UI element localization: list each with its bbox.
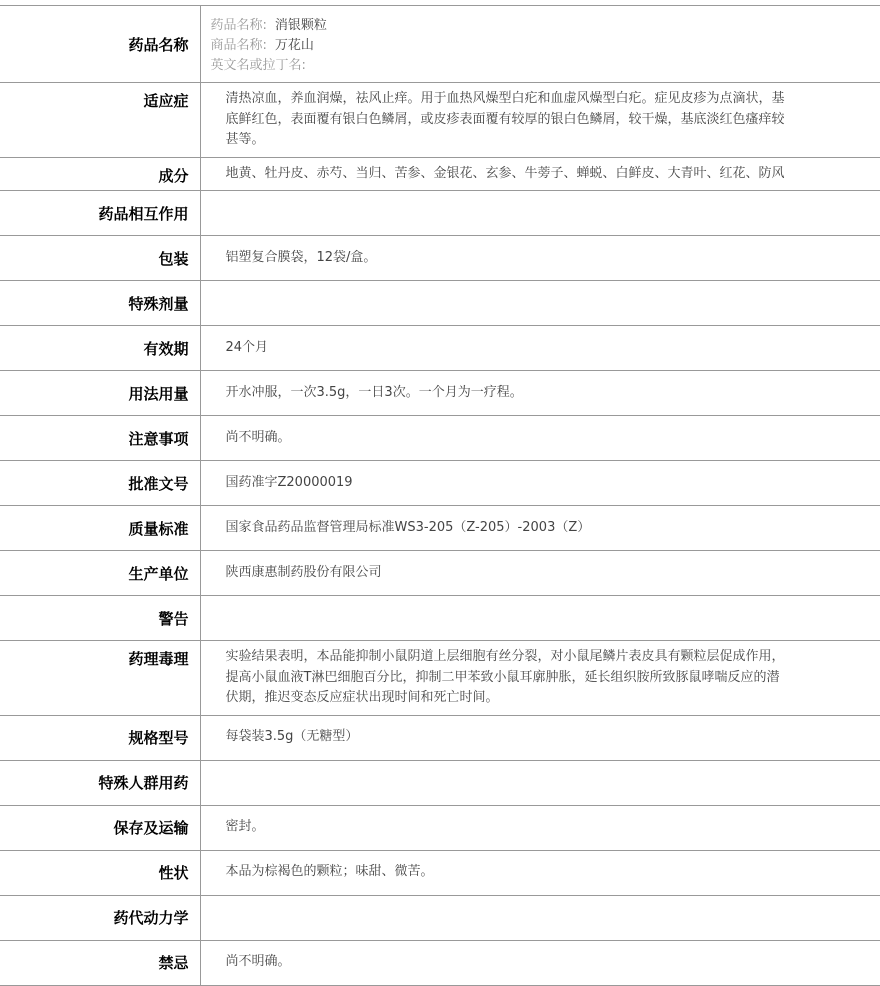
row-value [200, 895, 880, 940]
row-value: 开水冲服，一次3.5g，一日3次。一个月为一疗程。 [200, 371, 880, 416]
row-packaging [0, 236, 880, 281]
row-label: 药代动力学 [0, 895, 200, 940]
trade-name-value: 万花山 [274, 38, 314, 53]
drug-spec-table [0, 5, 880, 986]
row-value: 密封。 [200, 805, 880, 850]
row-label: 药理毒理 [0, 641, 200, 716]
row-value [200, 760, 880, 805]
row-value [200, 191, 880, 236]
row-label: 有效期 [0, 326, 200, 371]
row-label: 规格型号 [0, 715, 200, 760]
row-value: 实验结果表明，本品能抑制小鼠阴道上层细胞有丝分裂，对小鼠尾鳞片表皮具有颗粒层促成作用，提高小鼠血液T淋巴细胞百分比，抑制二甲苯致小鼠耳廓肿胀，延长组织胺所致豚鼠哮喘反应的潜伏期，推迟变态反应症状出现时间和死亡时间。 [200, 641, 880, 716]
row-specification [0, 715, 880, 760]
row-approval-number [0, 461, 880, 506]
row-pharmacology [0, 641, 880, 716]
row-label: 质量标准 [0, 506, 200, 551]
trade-name-line [211, 36, 871, 56]
row-shelf-life [0, 326, 880, 371]
row-label: 药品相互作用 [0, 191, 200, 236]
row-value: 陕西康惠制药股份有限公司 [200, 551, 880, 596]
row-pharmacokinetics [0, 895, 880, 940]
generic-name-line [211, 16, 871, 36]
row-value: 尚不明确。 [200, 416, 880, 461]
row-label: 生产单位 [0, 551, 200, 596]
row-value: 每袋装3.5g（无糖型） [200, 715, 880, 760]
row-label: 成分 [0, 157, 200, 191]
row-label: 用法用量 [0, 371, 200, 416]
meta-key: 英文名或拉丁名: [210, 58, 306, 73]
row-value: 尚不明确。 [200, 940, 880, 985]
row-value [200, 281, 880, 326]
row-warning [0, 596, 880, 641]
row-label: 适应症 [0, 83, 200, 158]
row-dosage [0, 371, 880, 416]
row-value [200, 596, 880, 641]
row-label: 特殊人群用药 [0, 760, 200, 805]
row-value: 本品为棕褐色的颗粒；味甜、微苦。 [200, 850, 880, 895]
row-value: 地黄、牡丹皮、赤芍、当归、苦参、金银花、玄参、牛蒡子、蝉蜕、白鲜皮、大青叶、红花、防风 [200, 157, 880, 191]
row-label: 特殊剂量 [0, 281, 200, 326]
row-special-dosage [0, 281, 880, 326]
row-contraindications [0, 940, 880, 985]
row-label: 性状 [0, 850, 200, 895]
row-special-populations [0, 760, 880, 805]
row-label: 注意事项 [0, 416, 200, 461]
row-label: 药品名称 [0, 6, 200, 83]
row-value: 国药准字Z20000019 [200, 461, 880, 506]
row-label: 禁忌 [0, 940, 200, 985]
row-label: 批准文号 [0, 461, 200, 506]
row-ingredients [0, 157, 880, 191]
row-value: 铝塑复合膜袋，12袋/盒。 [200, 236, 880, 281]
meta-key: 药品名称: [210, 18, 267, 33]
row-drug-name [0, 6, 880, 83]
row-value: 24个月 [200, 326, 880, 371]
row-appearance [0, 850, 880, 895]
row-interactions [0, 191, 880, 236]
row-indications [0, 83, 880, 158]
row-value: 清热凉血，养血润燥，祛风止痒。用于血热风燥型白疕和血虚风燥型白疕。症见皮疹为点滴状，基底鲜红色，表面覆有银白色鳞屑，或皮疹表面覆有较厚的银白色鳞屑，较干燥，基底淡红色瘙痒较甚等。 [200, 83, 880, 158]
row-manufacturer [0, 551, 880, 596]
latin-name-line [211, 56, 871, 76]
row-precautions [0, 416, 880, 461]
generic-name-value: 消银颗粒 [274, 18, 327, 33]
row-value: 国家食品药品监督管理局标准WS3-205（Z-205）-2003（Z） [200, 506, 880, 551]
drug-name-details [200, 6, 880, 83]
meta-key: 商品名称: [210, 38, 267, 53]
row-label: 包装 [0, 236, 200, 281]
row-label: 警告 [0, 596, 200, 641]
row-storage [0, 805, 880, 850]
row-label: 保存及运输 [0, 805, 200, 850]
row-quality-standard [0, 506, 880, 551]
